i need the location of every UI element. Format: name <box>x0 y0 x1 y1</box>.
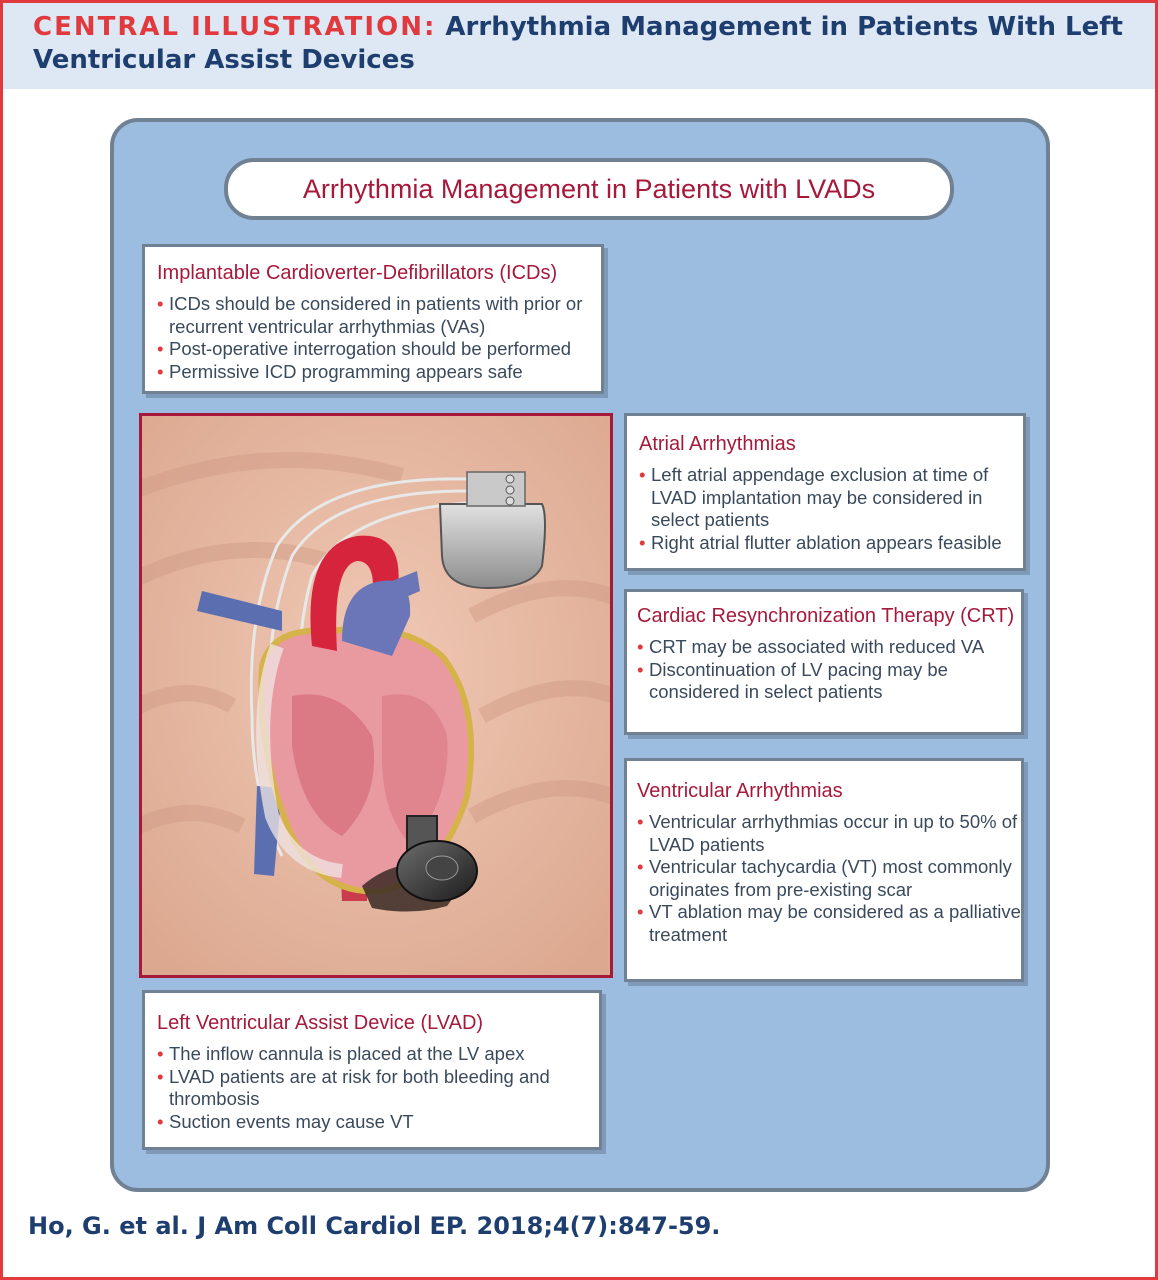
lvad-box <box>142 990 602 1150</box>
heart-lvad-illustration <box>139 413 613 978</box>
list-item: • Right atrial flutter ablation appears feasible <box>639 532 1023 555</box>
list-item: • Suction events may cause VT <box>157 1111 599 1134</box>
panel-title-pill <box>224 158 954 220</box>
header-title <box>33 11 1133 77</box>
list-item: • LVAD patients are at risk for both bleeding and thrombosis <box>157 1066 599 1111</box>
list-item: • Ventricular tachycardia (VT) most commonly originates from pre-existing scar <box>637 856 1021 901</box>
heart-illustration-svg <box>142 416 610 975</box>
list-item: • VT ablation may be considered as a palliative treatment <box>637 901 1021 946</box>
list-item: • Left atrial appendage exclusion at time of LVAD implantation may be considered in select patients <box>639 464 1023 532</box>
header-tag: CENTRAL ILLUSTRATION: <box>33 12 437 42</box>
atrial-bullets <box>639 464 1023 554</box>
ventricular-title: Ventricular Arrhythmias <box>637 780 843 802</box>
crt-box <box>624 589 1024 735</box>
atrial-title: Atrial Arrhythmias <box>639 433 796 455</box>
lvad-title: Left Ventricular Assist Device (LVAD) <box>157 1012 484 1034</box>
icd-bullets <box>157 293 601 383</box>
icd-title: Implantable Cardioverter-Defibrillators (ICDs) <box>157 262 558 284</box>
ventricular-box <box>624 758 1024 982</box>
ventricular-bullets <box>637 811 1021 946</box>
list-item: • ICDs should be considered in patients with prior or recurrent ventricular arrhythmias (VAs) <box>157 293 601 338</box>
figure-header <box>3 3 1155 89</box>
header-title-text: Arrhythmia Management in Patients With Left Ventricular Assist Devices <box>33 12 1123 75</box>
crt-bullets <box>637 636 1021 704</box>
list-item: • CRT may be associated with reduced VA <box>637 636 1021 659</box>
crt-title: Cardiac Resynchronization Therapy (CRT) <box>637 605 1015 627</box>
list-item: • Ventricular arrhythmias occur in up to 50% of LVAD patients <box>637 811 1021 856</box>
icd-box <box>142 244 604 394</box>
list-item: • Post-operative interrogation should be performed <box>157 338 601 361</box>
citation: Ho, G. et al. J Am Coll Cardiol EP. 2018;4(7):847-59. <box>28 1212 721 1240</box>
list-item: • Discontinuation of LV pacing may be considered in select patients <box>637 659 1021 704</box>
list-item: • Permissive ICD programming appears safe <box>157 361 601 384</box>
atrial-box <box>624 413 1026 571</box>
lvad-bullets <box>157 1043 599 1133</box>
panel-title: Arrhythmia Management in Patients with LVADs <box>302 173 876 204</box>
list-item: • The inflow cannula is placed at the LV apex <box>157 1043 599 1066</box>
